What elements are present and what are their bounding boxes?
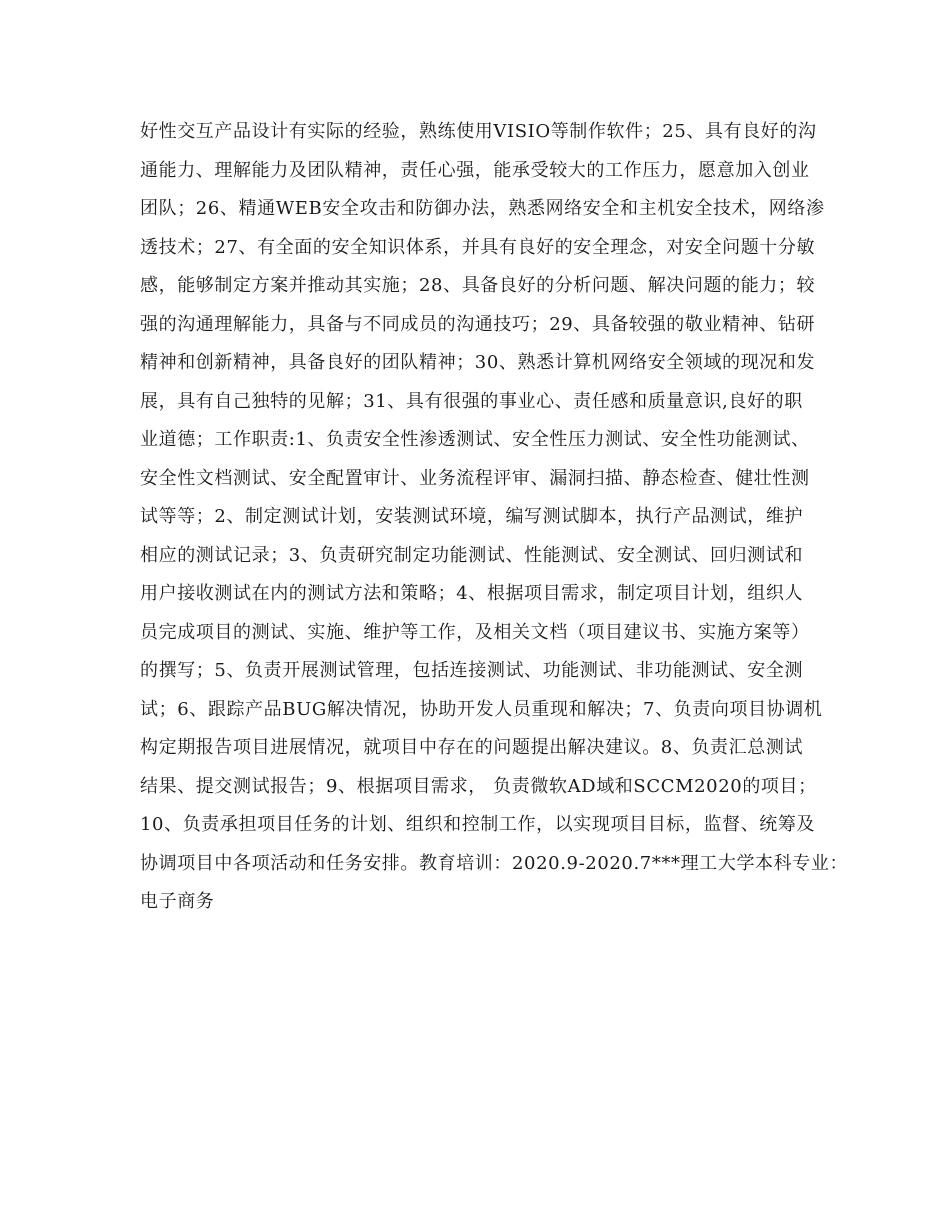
text-line: 员完成项目的测试、实施、维护等工作，及相关文档（项目建议书、实施方案等） [140, 621, 810, 643]
text-line: 试等等；2、制定测试计划，安装测试环境，编写测试脚本，执行产品测试，维护 [140, 506, 804, 527]
text-line: 透技术；27、有全面的安全知识体系，并具有良好的安全理念，对安全问题十分敏 [140, 236, 816, 258]
text-line: 业道德；工作职责:1、负责安全性渗透测试、安全性压力测试、安全性功能测试、 [140, 429, 810, 450]
document-body-text [140, 113, 849, 922]
text-line: 精神和创新精神，具备良好的团队精神；30、熟悉计算机网络安全领域的现况和发 [140, 352, 816, 373]
text-line: 安全性文档测试、安全配置审计、业务流程评审、漏洞扫描、静态检查、健壮性测 [140, 467, 810, 489]
text-line: 强的沟通理解能力，具备与不同成员的沟通技巧；29、具备较强的敬业精神、钻研 [140, 313, 816, 335]
text-line: 用户接收测试在内的测试方法和策略；4、根据项目需求，制定项目计划，组织人 [140, 583, 804, 604]
text-line: 感，能够制定方案并推动其实施；28、具备良好的分析问题、解决问题的能力；较 [140, 275, 816, 296]
text-line: 构定期报告项目进展情况，就项目中存在的问题提出解决建议。8、负责汇总测试 [140, 737, 804, 758]
text-line: 结果、提交测试报告；9、根据项目需求， 负责微软AD域和SCCM2020的项目； [140, 775, 817, 797]
text-line: 10、负责承担项目任务的计划、组织和控制工作，以实现项目目标，监督、统筹及 [140, 814, 816, 835]
text-line: 好性交互产品设计有实际的经验，熟练使用VISIO等制作软件；25、具有良好的沟 [140, 121, 817, 142]
text-line: 电子商务 [140, 891, 215, 912]
text-line: 通能力、理解能力及团队精神，责任心强，能承受较大的工作压力，愿意加入创业 [140, 159, 810, 181]
text-line: 的撰写；5、负责开展测试管理，包括连接测试、功能测试、非功能测试、安全测 [140, 660, 804, 681]
text-line: 团队；26、精通WEB安全攻击和防御办法，熟悉网络安全和主机安全技术，网络渗 [140, 198, 825, 219]
text-line: 试；6、跟踪产品BUG解决情况，协助开发人员重现和解决；7、负责向项目协调机 [140, 698, 823, 720]
text-line: 相应的测试记录；3、负责研究制定功能测试、性能测试、安全测试、回归测试和 [140, 544, 804, 566]
text-line: 展，具有自己独特的见解；31、具有很强的事业心、责任感和质量意识,良好的职 [140, 390, 803, 412]
text-line: 协调项目中各项活动和任务安排。教育培训：2020.9-2020.7***理工大学本科专业： [140, 852, 849, 874]
